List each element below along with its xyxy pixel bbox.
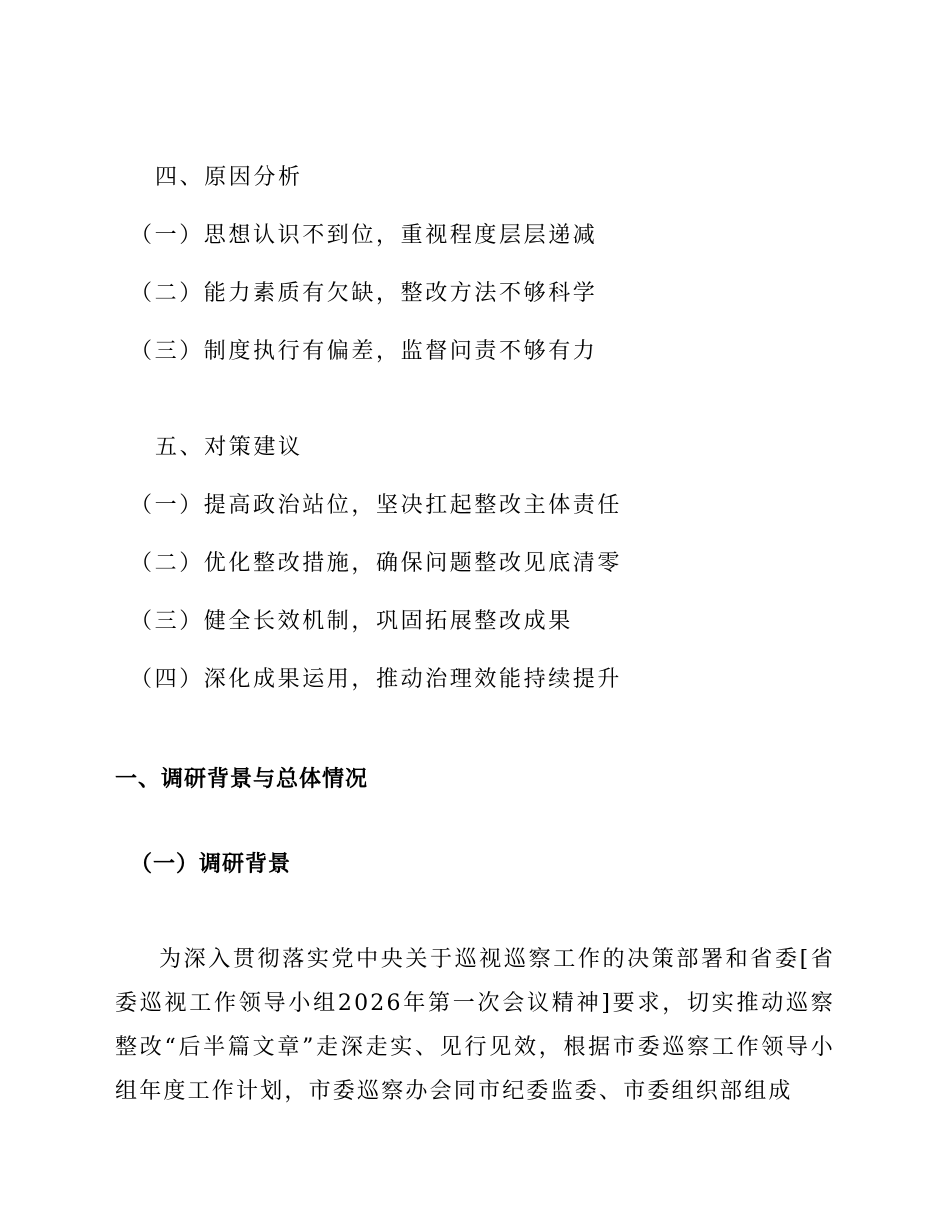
outline-item: （三）健全长效机制，巩固拓展整改成果 xyxy=(130,609,573,634)
outline-item: （二）优化整改措施，确保问题整改见底清零 xyxy=(130,551,623,576)
body-paragraph: 为深入贯彻落实党中央关于巡视巡察工作的决策部署和省委[省委巡视工作领导小组2026年第一次会议精神]要求，切实推动巡察整改“后半篇文章”走深走实、见行见效，根据市委巡察工作领导小组年度工作计划，市委巡察办会同市纪委监委、市委组织部组成 xyxy=(115,947,835,1104)
outline-item: （一）思想认识不到位，重视程度层层递减 xyxy=(130,223,598,248)
outline-heading-cause-analysis: 四、原因分析 xyxy=(155,165,303,190)
outline-heading-countermeasures: 五、对策建议 xyxy=(155,435,303,460)
outline-item: （四）深化成果运用，推动治理效能持续提升 xyxy=(130,667,623,692)
section-heading: 一、调研背景与总体情况 xyxy=(115,767,369,792)
outline-item: （三）制度执行有偏差，监督问责不够有力 xyxy=(130,339,598,364)
outline-item: （二）能力素质有欠缺，整改方法不够科学 xyxy=(130,281,598,306)
subsection-heading: （一）调研背景 xyxy=(130,852,292,877)
outline-item: （一）提高政治站位，坚决扛起整改主体责任 xyxy=(130,493,623,518)
